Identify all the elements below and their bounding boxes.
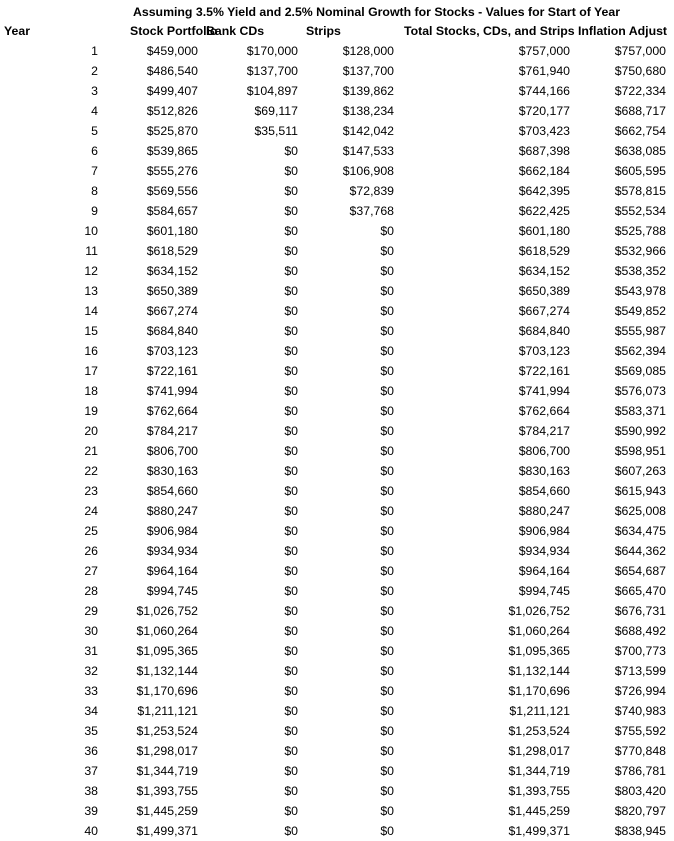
table-row — [0, 821, 674, 841]
strips-cell: $0 — [380, 364, 394, 378]
table-row — [0, 181, 674, 201]
year-cell: 27 — [84, 564, 98, 578]
inflation-adjust-cell: $740,983 — [614, 704, 666, 718]
strips-cell: $72,839 — [349, 184, 394, 198]
table-row — [0, 501, 674, 521]
inflation-adjust-cell: $662,754 — [614, 124, 666, 138]
bank-cds-cell: $0 — [284, 724, 298, 738]
bank-cds-cell: $0 — [284, 384, 298, 398]
table-row — [0, 741, 674, 761]
strips-cell: $147,533 — [342, 144, 394, 158]
year-cell: 2 — [91, 64, 98, 78]
strips-cell: $0 — [380, 644, 394, 658]
inflation-adjust-cell: $820,797 — [614, 804, 666, 818]
strips-cell: $0 — [380, 584, 394, 598]
bank-cds-cell: $0 — [284, 784, 298, 798]
total-cell: $784,217 — [518, 424, 570, 438]
table-row — [0, 781, 674, 801]
header-year: Year — [4, 24, 30, 38]
strips-cell: $0 — [380, 404, 394, 418]
strips-cell: $142,042 — [342, 124, 394, 138]
total-cell: $722,161 — [518, 364, 570, 378]
table-row — [0, 641, 674, 661]
table-title: Assuming 3.5% Yield and 2.5% Nominal Growth for Stocks - Values for Start of Year — [133, 5, 620, 19]
table-row — [0, 121, 674, 141]
stock-portfolio-cell: $830,163 — [146, 464, 198, 478]
bank-cds-cell: $170,000 — [246, 44, 298, 58]
stock-portfolio-cell: $784,217 — [146, 424, 198, 438]
total-cell: $880,247 — [518, 504, 570, 518]
bank-cds-cell: $0 — [284, 604, 298, 618]
strips-cell: $0 — [380, 604, 394, 618]
year-cell: 15 — [84, 324, 98, 338]
table-row — [0, 41, 674, 61]
year-cell: 16 — [84, 344, 98, 358]
year-cell: 1 — [91, 44, 98, 58]
stock-portfolio-cell: $584,657 — [146, 204, 198, 218]
bank-cds-cell: $0 — [284, 764, 298, 778]
table-row — [0, 321, 674, 341]
inflation-adjust-cell: $576,073 — [614, 384, 666, 398]
stock-portfolio-cell: $634,152 — [146, 264, 198, 278]
total-cell: $662,184 — [518, 164, 570, 178]
table-row — [0, 621, 674, 641]
inflation-adjust-cell: $552,534 — [614, 204, 666, 218]
stock-portfolio-cell: $569,556 — [146, 184, 198, 198]
year-cell: 6 — [91, 144, 98, 158]
bank-cds-cell: $0 — [284, 544, 298, 558]
stock-portfolio-cell: $741,994 — [146, 384, 198, 398]
bank-cds-cell: $0 — [284, 644, 298, 658]
strips-cell: $139,862 — [342, 84, 394, 98]
table-row — [0, 81, 674, 101]
strips-cell: $0 — [380, 264, 394, 278]
table-row — [0, 301, 674, 321]
inflation-adjust-cell: $538,352 — [614, 264, 666, 278]
total-cell: $1,060,264 — [508, 624, 570, 638]
year-cell: 31 — [84, 644, 98, 658]
inflation-adjust-cell: $838,945 — [614, 824, 666, 838]
total-cell: $703,123 — [518, 344, 570, 358]
total-cell: $1,298,017 — [508, 744, 570, 758]
total-cell: $601,180 — [518, 224, 570, 238]
strips-cell: $137,700 — [342, 64, 394, 78]
inflation-adjust-cell: $726,994 — [614, 684, 666, 698]
bank-cds-cell: $0 — [284, 804, 298, 818]
bank-cds-cell: $0 — [284, 244, 298, 258]
inflation-adjust-cell: $569,085 — [614, 364, 666, 378]
total-cell: $1,445,259 — [508, 804, 570, 818]
inflation-adjust-cell: $638,085 — [614, 144, 666, 158]
table-row — [0, 401, 674, 421]
inflation-adjust-cell: $722,334 — [614, 84, 666, 98]
stock-portfolio-cell: $762,664 — [146, 404, 198, 418]
stock-portfolio-cell: $854,660 — [146, 484, 198, 498]
header-inflation-adjust: Inflation Adjust — [578, 24, 668, 38]
year-cell: 32 — [84, 664, 98, 678]
strips-cell: $0 — [380, 724, 394, 738]
bank-cds-cell: $0 — [284, 624, 298, 638]
stock-portfolio-cell: $994,745 — [146, 584, 198, 598]
year-cell: 14 — [84, 304, 98, 318]
table-row — [0, 561, 674, 581]
inflation-adjust-cell: $555,987 — [614, 324, 666, 338]
stock-portfolio-cell: $1,344,719 — [136, 764, 198, 778]
total-cell: $687,398 — [518, 144, 570, 158]
year-cell: 29 — [84, 604, 98, 618]
table-row — [0, 521, 674, 541]
bank-cds-cell: $0 — [284, 684, 298, 698]
total-cell: $1,393,755 — [508, 784, 570, 798]
table-row — [0, 221, 674, 241]
bank-cds-cell: $104,897 — [246, 84, 298, 98]
year-cell: 5 — [91, 124, 98, 138]
inflation-adjust-cell: $644,362 — [614, 544, 666, 558]
bank-cds-cell: $0 — [284, 484, 298, 498]
bank-cds-cell: $0 — [284, 304, 298, 318]
bank-cds-cell: $0 — [284, 584, 298, 598]
table-row — [0, 281, 674, 301]
table-body — [0, 41, 674, 841]
table-row — [0, 541, 674, 561]
year-cell: 18 — [84, 384, 98, 398]
stock-portfolio-cell: $525,870 — [146, 124, 198, 138]
bank-cds-cell: $0 — [284, 704, 298, 718]
inflation-adjust-cell: $625,008 — [614, 504, 666, 518]
table-row — [0, 61, 674, 81]
header-total: Total Stocks, CDs, and Strips — [404, 24, 575, 38]
strips-cell: $0 — [380, 744, 394, 758]
table-row — [0, 661, 674, 681]
year-cell: 21 — [84, 444, 98, 458]
inflation-adjust-cell: $543,978 — [614, 284, 666, 298]
stock-portfolio-cell: $667,274 — [146, 304, 198, 318]
year-cell: 33 — [84, 684, 98, 698]
total-cell: $667,274 — [518, 304, 570, 318]
bank-cds-cell: $0 — [284, 184, 298, 198]
stock-portfolio-cell: $806,700 — [146, 444, 198, 458]
inflation-adjust-cell: $615,943 — [614, 484, 666, 498]
total-cell: $1,026,752 — [508, 604, 570, 618]
stock-portfolio-cell: $486,540 — [146, 64, 198, 78]
inflation-adjust-cell: $525,788 — [614, 224, 666, 238]
year-cell: 26 — [84, 544, 98, 558]
stock-portfolio-cell: $1,253,524 — [136, 724, 198, 738]
total-cell: $703,423 — [518, 124, 570, 138]
strips-cell: $0 — [380, 624, 394, 638]
table-row — [0, 201, 674, 221]
bank-cds-cell: $0 — [284, 444, 298, 458]
bank-cds-cell: $0 — [284, 324, 298, 338]
table-row — [0, 681, 674, 701]
table-row — [0, 481, 674, 501]
total-cell: $806,700 — [518, 444, 570, 458]
strips-cell: $0 — [380, 384, 394, 398]
year-cell: 10 — [84, 224, 98, 238]
total-cell: $964,164 — [518, 564, 570, 578]
bank-cds-cell: $35,511 — [254, 124, 298, 138]
total-cell: $634,152 — [518, 264, 570, 278]
table-row — [0, 261, 674, 281]
total-cell: $1,344,719 — [508, 764, 570, 778]
year-cell: 7 — [91, 164, 98, 178]
year-cell: 20 — [84, 424, 98, 438]
bank-cds-cell: $0 — [284, 344, 298, 358]
bank-cds-cell: $0 — [284, 504, 298, 518]
strips-cell: $106,908 — [342, 164, 394, 178]
inflation-adjust-cell: $688,717 — [614, 104, 666, 118]
total-cell: $762,664 — [518, 404, 570, 418]
inflation-adjust-cell: $665,470 — [614, 584, 666, 598]
total-cell: $744,166 — [518, 84, 570, 98]
total-cell: $1,132,144 — [508, 664, 570, 678]
bank-cds-cell: $0 — [284, 464, 298, 478]
table-row — [0, 101, 674, 121]
total-cell: $934,934 — [518, 544, 570, 558]
table-row — [0, 241, 674, 261]
header-stock-portfolio: Stock Portfolio — [130, 24, 218, 38]
bank-cds-cell: $0 — [284, 664, 298, 678]
bank-cds-cell: $0 — [284, 824, 298, 838]
inflation-adjust-cell: $532,966 — [614, 244, 666, 258]
total-cell: $684,840 — [518, 324, 570, 338]
stock-portfolio-cell: $703,123 — [146, 344, 198, 358]
inflation-adjust-cell: $634,475 — [614, 524, 666, 538]
strips-cell: $37,768 — [349, 204, 394, 218]
strips-cell: $0 — [380, 424, 394, 438]
bank-cds-cell: $0 — [284, 564, 298, 578]
stock-portfolio-cell: $1,298,017 — [136, 744, 198, 758]
stock-portfolio-cell: $650,389 — [146, 284, 198, 298]
total-cell: $618,529 — [518, 244, 570, 258]
stock-portfolio-cell: $512,826 — [146, 104, 198, 118]
inflation-adjust-cell: $757,000 — [614, 44, 666, 58]
table-row — [0, 461, 674, 481]
strips-cell: $0 — [380, 504, 394, 518]
inflation-adjust-cell: $562,394 — [614, 344, 666, 358]
table-row — [0, 141, 674, 161]
total-cell: $761,940 — [518, 64, 570, 78]
stock-portfolio-cell: $618,529 — [146, 244, 198, 258]
total-cell: $994,745 — [518, 584, 570, 598]
table-row — [0, 381, 674, 401]
stock-portfolio-cell: $964,164 — [146, 564, 198, 578]
stock-portfolio-cell: $1,211,121 — [137, 704, 198, 718]
year-cell: 40 — [84, 824, 98, 838]
table-row — [0, 441, 674, 461]
inflation-adjust-cell: $700,773 — [614, 644, 666, 658]
year-cell: 30 — [84, 624, 98, 638]
total-cell: $622,425 — [518, 204, 570, 218]
year-cell: 9 — [91, 204, 98, 218]
inflation-adjust-cell: $676,731 — [614, 604, 666, 618]
stock-portfolio-cell: $1,499,371 — [136, 824, 198, 838]
stock-portfolio-cell: $539,865 — [146, 144, 198, 158]
total-cell: $741,994 — [518, 384, 570, 398]
strips-cell: $0 — [380, 564, 394, 578]
strips-cell: $0 — [380, 444, 394, 458]
year-cell: 13 — [84, 284, 98, 298]
strips-cell: $0 — [380, 784, 394, 798]
stock-portfolio-cell: $1,060,264 — [136, 624, 198, 638]
stock-portfolio-cell: $934,934 — [146, 544, 198, 558]
total-cell: $720,177 — [518, 104, 570, 118]
total-cell: $1,253,524 — [508, 724, 570, 738]
bank-cds-cell: $0 — [284, 164, 298, 178]
inflation-adjust-cell: $688,492 — [614, 624, 666, 638]
strips-cell: $0 — [380, 324, 394, 338]
total-cell: $650,389 — [518, 284, 570, 298]
table-row — [0, 421, 674, 441]
inflation-adjust-cell: $755,592 — [614, 724, 666, 738]
stock-portfolio-cell: $459,000 — [146, 44, 198, 58]
inflation-adjust-cell: $803,420 — [614, 784, 666, 798]
total-cell: $757,000 — [518, 44, 570, 58]
inflation-adjust-cell: $590,992 — [614, 424, 666, 438]
year-cell: 37 — [84, 764, 98, 778]
strips-cell: $0 — [380, 344, 394, 358]
year-cell: 28 — [84, 584, 98, 598]
strips-cell: $0 — [380, 824, 394, 838]
total-cell: $1,211,121 — [509, 704, 570, 718]
strips-cell: $0 — [380, 764, 394, 778]
bank-cds-cell: $0 — [284, 744, 298, 758]
bank-cds-cell: $0 — [284, 524, 298, 538]
inflation-adjust-cell: $607,263 — [614, 464, 666, 478]
total-cell: $1,170,696 — [508, 684, 570, 698]
bank-cds-cell: $137,700 — [246, 64, 298, 78]
bank-cds-cell: $0 — [284, 204, 298, 218]
total-cell: $906,984 — [518, 524, 570, 538]
inflation-adjust-cell: $605,595 — [614, 164, 666, 178]
inflation-adjust-cell: $583,371 — [614, 404, 666, 418]
total-cell: $830,163 — [518, 464, 570, 478]
inflation-adjust-cell: $750,680 — [614, 64, 666, 78]
bank-cds-cell: $0 — [284, 424, 298, 438]
year-cell: 19 — [84, 404, 98, 418]
stock-portfolio-cell: $906,984 — [146, 524, 198, 538]
total-cell: $1,499,371 — [508, 824, 570, 838]
stock-portfolio-cell: $1,132,144 — [136, 664, 198, 678]
inflation-adjust-cell: $770,848 — [614, 744, 666, 758]
year-cell: 17 — [84, 364, 98, 378]
bank-cds-cell: $69,117 — [254, 104, 298, 118]
table-row — [0, 361, 674, 381]
year-cell: 3 — [91, 84, 98, 98]
table-title-row — [0, 2, 674, 22]
strips-cell: $138,234 — [342, 104, 394, 118]
table-row — [0, 721, 674, 741]
table-row — [0, 341, 674, 361]
header-strips: Strips — [306, 24, 341, 38]
header-bank-cds: Bank CDs — [206, 24, 265, 38]
stock-portfolio-cell: $499,407 — [146, 84, 198, 98]
table-row — [0, 801, 674, 821]
bank-cds-cell: $0 — [284, 404, 298, 418]
table-row — [0, 701, 674, 721]
stock-portfolio-cell: $1,170,696 — [136, 684, 198, 698]
stock-portfolio-cell: $1,393,755 — [136, 784, 198, 798]
strips-cell: $0 — [380, 704, 394, 718]
stock-portfolio-cell: $1,095,365 — [136, 644, 198, 658]
year-cell: 24 — [84, 504, 98, 518]
inflation-adjust-cell: $578,815 — [614, 184, 666, 198]
strips-cell: $0 — [380, 484, 394, 498]
inflation-adjust-cell: $598,951 — [614, 444, 666, 458]
stock-portfolio-cell: $601,180 — [146, 224, 198, 238]
total-cell: $642,395 — [518, 184, 570, 198]
stock-portfolio-cell: $1,445,259 — [136, 804, 198, 818]
inflation-adjust-cell: $786,781 — [614, 764, 666, 778]
bank-cds-cell: $0 — [284, 284, 298, 298]
year-cell: 22 — [84, 464, 98, 478]
strips-cell: $0 — [380, 284, 394, 298]
table-row — [0, 601, 674, 621]
strips-cell: $0 — [380, 524, 394, 538]
table-row — [0, 161, 674, 181]
bank-cds-cell: $0 — [284, 364, 298, 378]
table-row — [0, 761, 674, 781]
strips-cell: $0 — [380, 684, 394, 698]
year-cell: 38 — [84, 784, 98, 798]
year-cell: 36 — [84, 744, 98, 758]
strips-cell: $0 — [380, 244, 394, 258]
strips-cell: $0 — [380, 464, 394, 478]
inflation-adjust-cell: $713,599 — [614, 664, 666, 678]
strips-cell: $0 — [380, 804, 394, 818]
stock-portfolio-cell: $684,840 — [146, 324, 198, 338]
strips-cell: $0 — [380, 304, 394, 318]
stock-portfolio-cell: $1,026,752 — [136, 604, 198, 618]
year-cell: 4 — [91, 104, 98, 118]
year-cell: 8 — [91, 184, 98, 198]
strips-cell: $128,000 — [342, 44, 394, 58]
stock-portfolio-cell: $722,161 — [146, 364, 198, 378]
strips-cell: $0 — [380, 664, 394, 678]
strips-cell: $0 — [380, 224, 394, 238]
inflation-adjust-cell: $549,852 — [614, 304, 666, 318]
table-row — [0, 581, 674, 601]
year-cell: 25 — [84, 524, 98, 538]
bank-cds-cell: $0 — [284, 224, 298, 238]
year-cell: 39 — [84, 804, 98, 818]
year-cell: 35 — [84, 724, 98, 738]
inflation-adjust-cell: $654,687 — [614, 564, 666, 578]
year-cell: 12 — [84, 264, 98, 278]
stock-portfolio-cell: $880,247 — [146, 504, 198, 518]
total-cell: $1,095,365 — [508, 644, 570, 658]
stock-portfolio-cell: $555,276 — [146, 164, 198, 178]
bank-cds-cell: $0 — [284, 264, 298, 278]
year-cell: 23 — [84, 484, 98, 498]
year-cell: 11 — [85, 244, 98, 258]
total-cell: $854,660 — [518, 484, 570, 498]
bank-cds-cell: $0 — [284, 144, 298, 158]
strips-cell: $0 — [380, 544, 394, 558]
year-cell: 34 — [84, 704, 98, 718]
